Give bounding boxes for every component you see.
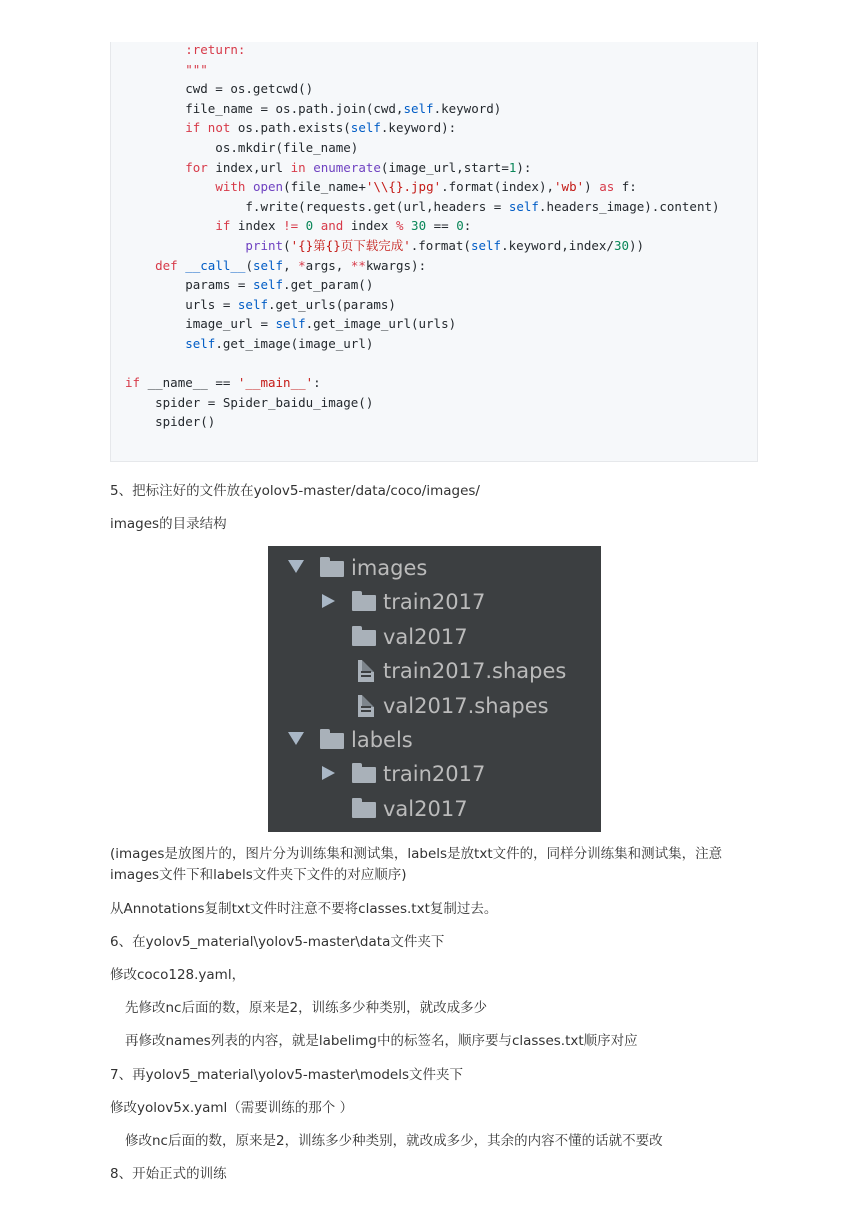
- code-token: .keyword): [433, 100, 502, 116]
- code-line: [125, 256, 426, 276]
- code-token: """: [185, 61, 208, 77]
- tree-item-label: labels: [351, 728, 413, 752]
- chevron-right-icon[interactable]: [322, 594, 335, 608]
- code-token: [313, 218, 321, 233]
- code-token: .keyword,index/: [501, 238, 614, 253]
- code-line: [125, 79, 313, 99]
- code-token: (: [283, 238, 291, 253]
- code-token: spider(): [125, 414, 216, 430]
- code-token: if: [215, 218, 231, 234]
- code-token: args,: [305, 257, 351, 273]
- code-token: and: [320, 218, 344, 234]
- code-token: self: [185, 336, 216, 351]
- code-token: enumerate: [313, 159, 381, 175]
- code-token: .get_image(image_url): [215, 336, 374, 351]
- code-token: 30: [411, 218, 427, 234]
- code-token: [125, 42, 185, 57]
- code-line: [125, 295, 396, 315]
- code-token: *: [298, 257, 306, 273]
- tree-item[interactable]: [268, 620, 588, 654]
- code-line: [125, 177, 637, 197]
- code-token: print: [245, 238, 284, 253]
- code-token: (file_name+: [283, 179, 366, 195]
- code-token: index: [343, 218, 396, 234]
- paragraph-step-7: 7、再yolov5_material\yolov5-master\models文件夹下: [110, 1067, 464, 1083]
- code-token: ):: [516, 159, 532, 175]
- code-token: self: [470, 238, 502, 253]
- code-token: .headers_image).content): [538, 198, 720, 214]
- folder-icon: [320, 733, 344, 749]
- code-token: f.write(requests.get(url,headers =: [125, 198, 509, 214]
- code-token: [125, 336, 185, 351]
- code-token: **: [350, 257, 366, 273]
- code-token: 1: [508, 159, 517, 175]
- code-token: :: [463, 218, 472, 234]
- code-token: [125, 218, 215, 233]
- code-line: [125, 118, 456, 138]
- code-token: __call__: [185, 257, 246, 273]
- folder-icon: [352, 595, 376, 611]
- paragraph-edit-nc-models: 修改nc后面的数，原来是2，训练多少种类别，就改成多少，其余的内容不懂的话就不要改: [125, 1133, 663, 1149]
- code-token: as: [599, 179, 615, 195]
- code-token: (image_url,start=: [380, 159, 509, 175]
- paragraph-edit-yolov5x: 修改yolov5x.yaml（需要训练的那个 ）: [110, 1100, 354, 1116]
- code-token: index,url: [207, 159, 291, 175]
- code-token: urls =: [125, 296, 238, 312]
- code-token: [125, 258, 155, 273]
- code-token: 0: [456, 218, 464, 234]
- folder-icon: [352, 802, 376, 818]
- code-token: f:: [614, 179, 637, 195]
- code-block: [110, 42, 758, 462]
- code-token: [125, 120, 185, 135]
- code-token: .format(: [410, 238, 471, 253]
- code-token: '\\{}.jpg': [365, 179, 442, 195]
- code-token: os.mkdir(file_name): [125, 140, 359, 155]
- paragraph-step-6: 6、在yolov5_material\yolov5-master\data文件夹下: [110, 934, 445, 950]
- folder-icon: [352, 767, 376, 783]
- code-line: [125, 99, 501, 119]
- code-line: [125, 314, 456, 334]
- code-token: if: [125, 375, 141, 391]
- code-token: open: [252, 179, 284, 195]
- paragraph-annotations-note: 从Annotations复制txt文件时注意不要将classes.txt复制过去。: [110, 901, 498, 917]
- code-token: params =: [125, 277, 253, 293]
- code-line: [125, 393, 373, 413]
- code-line: [125, 138, 358, 158]
- code-token: :: [313, 375, 321, 391]
- code-token: )): [629, 238, 645, 253]
- paragraph-note-line-2: images文件下和labels文件夹下文件的对应顺序): [110, 867, 407, 883]
- file-icon: [358, 660, 374, 682]
- code-token: '{}第{}页下载完成': [290, 238, 411, 253]
- code-token: !=: [283, 218, 299, 234]
- code-token: ,: [283, 257, 299, 273]
- code-token: 30: [613, 238, 630, 253]
- chevron-down-icon[interactable]: [288, 560, 304, 573]
- code-token: self: [275, 316, 306, 332]
- code-token: .get_param(): [283, 277, 374, 293]
- code-token: in: [290, 159, 306, 175]
- code-token: ==: [426, 218, 457, 234]
- code-token: self: [403, 100, 434, 116]
- code-line: [125, 216, 471, 236]
- code-token: self: [252, 277, 284, 293]
- paragraph-step-8: 8、开始正式的训练: [110, 1166, 227, 1182]
- code-line: [125, 236, 644, 256]
- code-token: (: [245, 257, 253, 273]
- code-token: with: [215, 179, 246, 195]
- code-line: [125, 275, 373, 295]
- code-token: %: [395, 218, 404, 234]
- tree-item-label: val2017: [383, 796, 468, 821]
- code-token: __name__ ==: [140, 375, 238, 391]
- code-line: [125, 40, 245, 60]
- code-token: [125, 160, 185, 175]
- code-line: [125, 373, 321, 393]
- code-token: self: [252, 257, 284, 273]
- folder-icon: [320, 561, 344, 577]
- code-token: .format(index),: [441, 179, 555, 195]
- code-token: kwargs):: [365, 257, 427, 273]
- tree-item[interactable]: [268, 792, 588, 826]
- code-token: [298, 218, 306, 233]
- paragraph-edit-names: 再修改names列表的内容，就是labelimg中的标签名，顺序要与classes.txt顺序对应: [125, 1033, 638, 1049]
- tree-item-label: images: [351, 556, 428, 580]
- code-token: def: [155, 257, 178, 273]
- code-token: image_url =: [125, 316, 276, 332]
- code-token: self: [508, 198, 539, 214]
- tree-item-label: val2017.shapes: [383, 693, 549, 718]
- code-token: 0: [305, 218, 314, 234]
- code-token: file_name = os.path.join(cwd,: [125, 100, 404, 116]
- code-token: [125, 238, 245, 253]
- tree-item[interactable]: [268, 689, 588, 723]
- tree-item-label: train2017: [383, 762, 486, 787]
- code-token: ): [584, 179, 600, 195]
- code-token: [404, 218, 412, 233]
- code-token: cwd = os.getcwd(): [125, 81, 314, 97]
- code-token: .get_image_url(urls): [305, 316, 457, 332]
- code-token: spider = Spider_baidu_image(): [125, 394, 374, 410]
- directory-tree-screenshot: [268, 546, 601, 832]
- file-icon: [358, 695, 374, 717]
- code-line: [125, 334, 373, 354]
- code-line: [125, 412, 215, 432]
- tree-item[interactable]: [268, 654, 588, 688]
- folder-icon: [352, 630, 376, 646]
- code-token: [245, 179, 253, 194]
- code-token: index: [230, 218, 284, 234]
- tree-item[interactable]: [268, 757, 588, 791]
- tree-item-label: train2017: [383, 590, 486, 615]
- code-line: [125, 60, 208, 80]
- code-token: '__main__': [237, 375, 314, 391]
- tree-item-label: val2017: [383, 624, 468, 649]
- chevron-right-icon[interactable]: [322, 766, 335, 780]
- paragraph-note-line-1: (images是放图片的，图片分为训练集和测试集，labels是放txt文件的，同样分训练集和测试集，注意: [110, 846, 723, 862]
- tree-item[interactable]: [268, 723, 588, 757]
- code-token: 'wb': [554, 179, 585, 195]
- code-token: :return:: [185, 42, 246, 57]
- tree-item-label: train2017.shapes: [383, 659, 567, 684]
- paragraph-step-5: 5、把标注好的文件放在yolov5-master/data/coco/images/: [110, 483, 480, 499]
- code-token: if not: [185, 120, 231, 136]
- code-line: [125, 197, 720, 217]
- code-token: os.path.exists(: [230, 120, 351, 136]
- code-token: .keyword):: [380, 120, 457, 136]
- chevron-down-icon[interactable]: [288, 732, 304, 745]
- tree-item[interactable]: [268, 551, 588, 585]
- code-token: for: [185, 159, 208, 175]
- code-token: self: [237, 296, 268, 312]
- paragraph-edit-coco: 修改coco128.yaml，: [110, 967, 246, 983]
- code-line: [125, 158, 531, 178]
- paragraph-images-structure: images的目录结构: [110, 516, 227, 532]
- code-token: [125, 62, 185, 77]
- code-token: self: [350, 120, 381, 136]
- code-token: .get_urls(params): [268, 296, 396, 312]
- tree-item[interactable]: [268, 585, 588, 619]
- code-token: [125, 179, 215, 194]
- paragraph-edit-nc: 先修改nc后面的数，原来是2，训练多少种类别，就改成多少: [125, 1000, 488, 1016]
